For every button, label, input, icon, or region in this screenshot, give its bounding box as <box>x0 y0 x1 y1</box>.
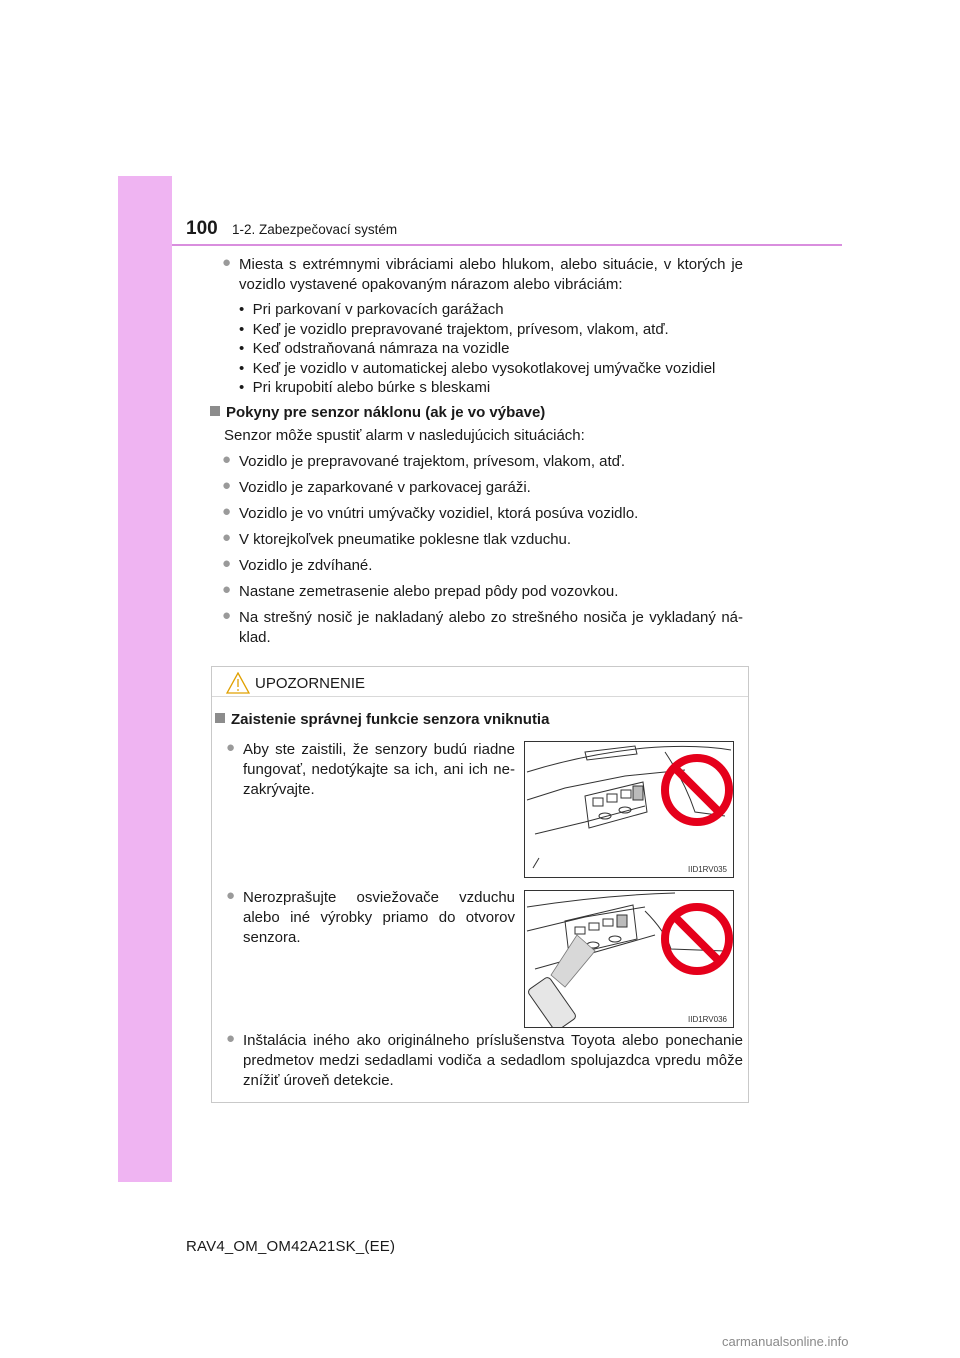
list-item: • Pri krupobití alebo búrke s bleskami <box>239 379 491 396</box>
warning-item3-line2: predmetov medzi sedadlami vodiča a sedadlom spolujazdca vpredu môže <box>243 1052 743 1069</box>
watermark[interactable]: carmanualsonline.info <box>722 1334 849 1349</box>
warning-item1-line3: zakrývajte. <box>243 781 315 798</box>
header-rule <box>172 244 842 246</box>
list-item: V ktorejkoľvek pneumatike poklesne tlak vzduchu. <box>239 531 572 548</box>
bullet-icon: ● <box>222 529 232 546</box>
warning-label: UPOZORNENIE <box>255 675 366 692</box>
tilt-section-heading: Pokyny pre senzor náklonu (ak je vo výbave) <box>210 403 545 423</box>
intro-bullet-line1: Miesta s extrémnymi vibráciami alebo hlukom, alebo situácie, v ktorých je <box>239 256 743 273</box>
spray-can-drawing <box>525 891 733 1027</box>
bullet-icon: ● <box>222 451 232 468</box>
bullet-icon: ● <box>222 555 232 572</box>
intro-bullet-line2: vozidlo vystavené opakovaným nárazom alebo vibráciám: <box>239 276 623 293</box>
bullet-icon: ● <box>226 887 236 904</box>
document-code: RAV4_OM_OM42A21SK_(EE) <box>186 1238 396 1255</box>
image-code: IID1RV035 <box>688 865 727 874</box>
bullet-icon: ● <box>222 254 232 271</box>
section-title: 1-2. Zabezpečovací systém <box>232 222 398 237</box>
bullet-icon: ● <box>222 581 232 598</box>
list-item: • Keď odstraňovaná námraza na vozidle <box>239 340 510 357</box>
warning-heading: Zaistenie správnej funkcie senzora vniknutia <box>215 710 549 730</box>
warning-item1-line2: fungovať, nedotýkajte sa ich, ani ich ne- <box>243 761 515 778</box>
list-item: Vozidlo je vo vnútri umývačky vozidiel, ktorá posúva vozidlo. <box>239 505 639 522</box>
warning-item1-line1: Aby ste zaistili, že senzory budú riadne <box>243 741 515 758</box>
square-bullet-icon <box>215 713 225 723</box>
warning-item2-line1: Nerozprašujte osviežovače vzduchu <box>243 889 515 906</box>
list-item-line2: klad. <box>239 629 271 646</box>
list-item: • Pri parkovaní v parkovacích garážach <box>239 301 504 318</box>
bullet-icon: ● <box>222 607 232 624</box>
warning-item3-line3: znížiť úroveň detekcie. <box>243 1072 394 1089</box>
warning-item2-line2: alebo iné výrobky priamo do otvorov <box>243 909 515 926</box>
warning-item3-line1: Inštalácia iného ako originálneho príslušenstva Toyota alebo ponechanie <box>243 1032 743 1049</box>
list-item: • Keď je vozidlo prepravované trajektom, prívesom, vlakom, atď. <box>239 321 669 338</box>
warning-divider <box>212 696 748 697</box>
sensor-illustration-1 <box>524 741 734 878</box>
list-item-line1: Na strešný nosič je nakladaný alebo zo strešného nosiča je vykladaný ná- <box>239 609 743 626</box>
list-item: Vozidlo je prepravované trajektom, prívesom, vlakom, atď. <box>239 453 626 470</box>
sensor-illustration-2 <box>524 890 734 1028</box>
page-number: 100 <box>186 218 218 239</box>
list-item: • Keď je vozidlo v automatickej alebo vysokotlakovej umývačke vozidiel <box>239 360 716 377</box>
list-item: Vozidlo je zdvíhané. <box>239 557 373 574</box>
warning-item2-line3: senzora. <box>243 929 301 946</box>
bullet-icon: ● <box>222 503 232 520</box>
bullet-icon: ● <box>222 477 232 494</box>
list-item: Nastane zemetrasenie alebo prepad pôdy pod vozovkou. <box>239 583 619 600</box>
square-bullet-icon <box>210 406 220 416</box>
chapter-sidebar-tab <box>118 176 172 1182</box>
overhead-console-drawing <box>525 742 733 877</box>
image-code: IID1RV036 <box>688 1015 727 1024</box>
bullet-icon: ● <box>226 1030 236 1047</box>
warning-triangle-icon <box>226 672 250 694</box>
tilt-section-intro: Senzor môže spustiť alarm v nasledujúcich situáciách: <box>224 427 585 444</box>
bullet-icon: ● <box>226 739 236 756</box>
list-item: Vozidlo je zaparkované v parkovacej garáži. <box>239 479 531 496</box>
warning-box <box>211 666 749 1103</box>
